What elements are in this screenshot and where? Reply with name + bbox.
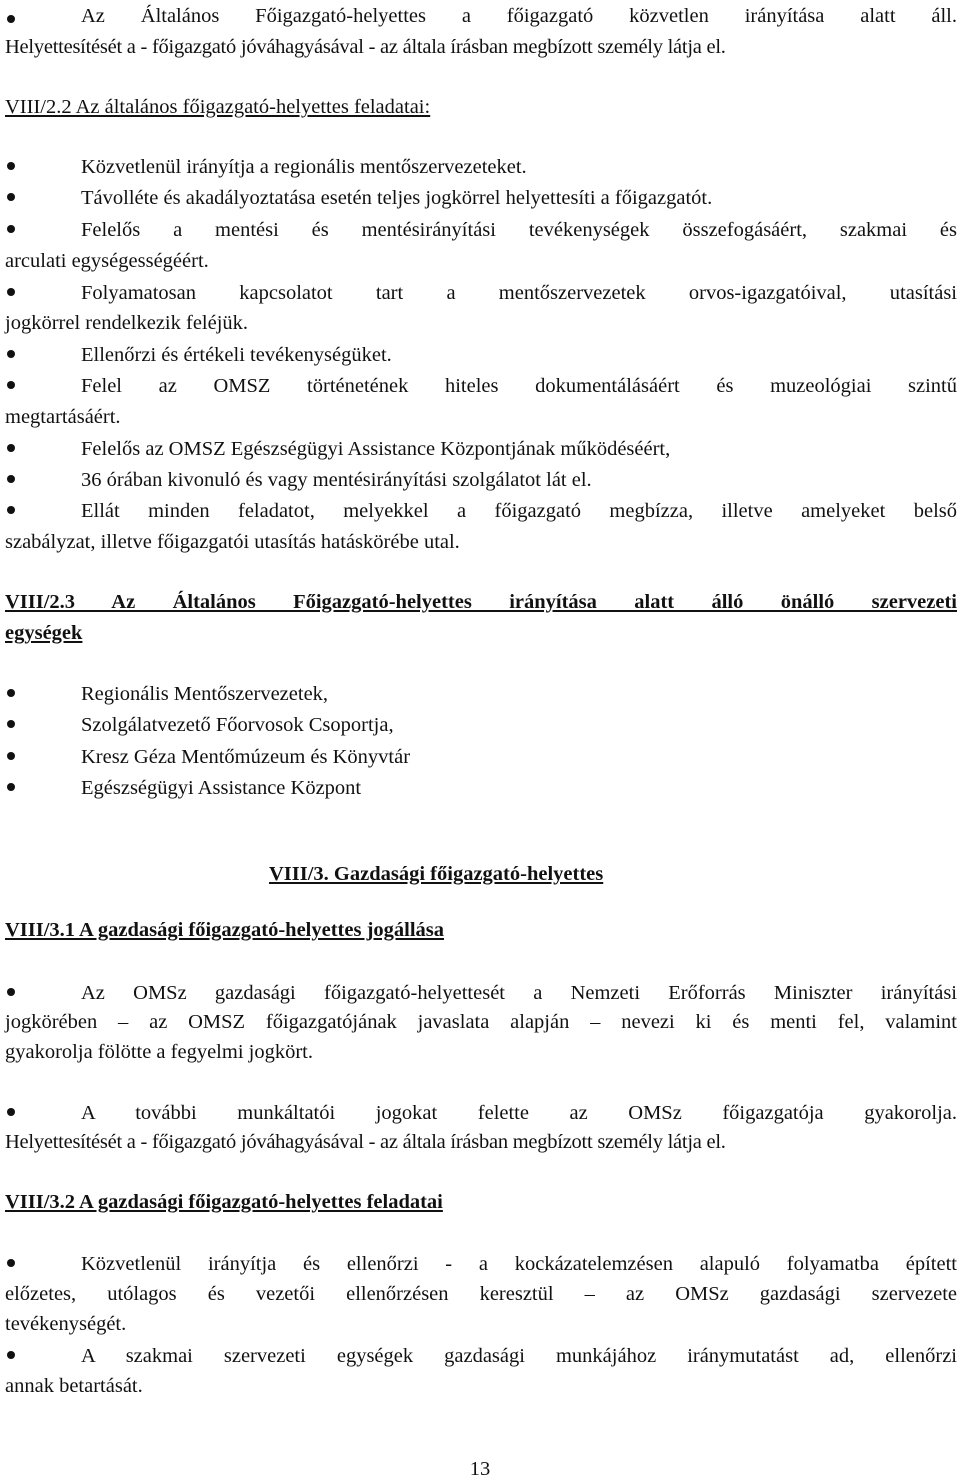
bullet-icon [7, 162, 15, 170]
paragraph-line: Az OMSz gazdasági főigazgató-helyettesét a Nemzeti Erőforrás Miniszter irányítási [81, 982, 957, 1004]
list-item: Folyamatosan kapcsolatot tart a mentőszervezetek orvos-igazgatóival, utasítási [81, 282, 957, 304]
paragraph-line: tevékenységét. [5, 1313, 127, 1335]
section-heading-831: VIII/3.1 A gazdasági főigazgató-helyettes jogállása [5, 919, 445, 941]
list-item: Felelős az OMSZ Egészségügyi Assistance Központjának működéséért, [81, 438, 671, 460]
section-heading-823-continuation: egységek [5, 622, 83, 644]
paragraph-line: gyakorolja fölötte a fegyelmi jogkört. [5, 1041, 313, 1063]
bullet-icon [7, 15, 15, 23]
section-heading-822: VIII/2.2 Az általános főigazgató-helyettes feladatai: [5, 96, 431, 118]
unit-item: Kresz Géza Mentőmúzeum és Könyvtár [81, 746, 411, 768]
paragraph-line: jogkörében – az OMSZ főigazgatójának javaslata alapján – nevezi ki és menti fel, valamint [5, 1011, 957, 1033]
bullet-icon [7, 506, 15, 514]
chapter-heading-83: VIII/3. Gazdasági főigazgató-helyettes [269, 863, 604, 885]
paragraph-line: Közvetlenül irányítja és ellenőrzi - a kockázatelemzésen alapuló folyamatba épített [81, 1253, 957, 1275]
list-item-continuation: jogkörrel rendelkezik feléjük. [5, 312, 249, 334]
bullet-icon [7, 783, 15, 791]
bullet-icon [7, 1351, 15, 1359]
list-item: Ellenőrzi és értékeli tevékenységüket. [81, 344, 392, 366]
bullet-icon [7, 1259, 15, 1267]
page-number: 13 [469, 1458, 491, 1480]
list-item: Felelős a mentési és mentésirányítási tevékenységek összefogásáért, szakmai és [81, 219, 957, 241]
list-item-continuation: arculati egységességéért. [5, 250, 209, 272]
bullet-icon [7, 225, 15, 233]
bullet-icon [7, 1108, 15, 1116]
bullet-icon [7, 689, 15, 697]
list-item: Távolléte és akadályoztatása esetén teljes jogkörrel helyettesíti a főigazgatót. [81, 187, 713, 209]
paragraph-line: A szakmai szervezeti egységek gazdasági munkájához iránymutatást ad, ellenőrzi [81, 1345, 957, 1367]
paragraph-line: A további munkáltatói jogokat felette az OMSz főigazgatója gyakorolja. [81, 1102, 957, 1124]
intro-line-2: Helyettesítését a - főigazgató jóváhagyásával - az általa írásban megbízott személy látja el. [5, 36, 726, 58]
bullet-icon [7, 720, 15, 728]
bullet-icon [7, 193, 15, 201]
list-item-continuation: megtartásáért. [5, 406, 121, 428]
bullet-icon [7, 752, 15, 760]
unit-item: Regionális Mentőszervezetek, [81, 683, 329, 705]
paragraph-line: annak betartását. [5, 1375, 143, 1397]
list-item-continuation: szabályzat, illetve főigazgatói utasítás hatáskörébe utal. [5, 531, 460, 553]
intro-line-1: Az Általános Főigazgató-helyettes a főigazgató közvetlen irányítása alatt áll. [81, 5, 957, 27]
unit-item: Szolgálatvezető Főorvosok Csoportja, [81, 714, 394, 736]
bullet-icon [7, 444, 15, 452]
paragraph-line: előzetes, utólagos és vezetői ellenőrzésen keresztül – az OMSz gazdasági szervezete [5, 1283, 957, 1305]
list-item: Közvetlenül irányítja a regionális mentőszervezeteket. [81, 156, 527, 178]
list-item: 36 órában kivonuló és vagy mentésirányítási szolgálatot lát el. [81, 469, 592, 491]
bullet-icon [7, 475, 15, 483]
paragraph-line: Helyettesítését a - főigazgató jóváhagyásával - az általa írásban megbízott személy látja el. [5, 1131, 726, 1153]
bullet-icon [7, 381, 15, 389]
list-item: Felel az OMSZ történetének hiteles dokumentálásáért és muzeológiai szintű [81, 375, 957, 397]
list-item: Ellát minden feladatot, melyekkel a főigazgató megbízza, illetve amelyeket belső [81, 500, 957, 522]
bullet-icon [7, 288, 15, 296]
section-heading-832: VIII/3.2 A gazdasági főigazgató-helyettes feladatai [5, 1191, 443, 1213]
unit-item: Egészségügyi Assistance Központ [81, 777, 362, 799]
bullet-icon [7, 988, 15, 996]
section-heading-823: VIII/2.3 Az Általános Főigazgató-helyettes irányítása alatt álló önálló szervezeti [5, 591, 957, 613]
bullet-icon [7, 350, 15, 358]
